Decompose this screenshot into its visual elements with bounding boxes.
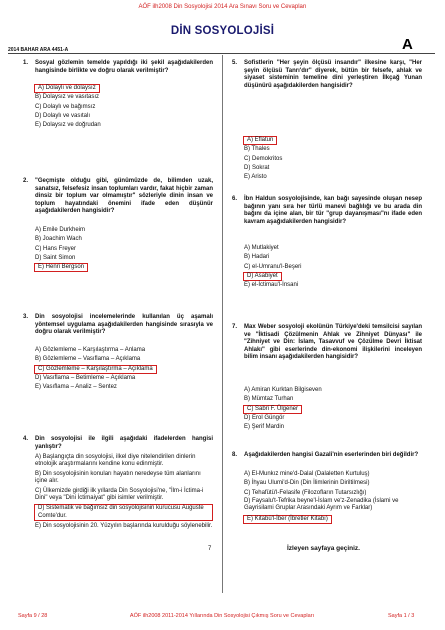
answer-options: [35, 226, 88, 272]
question-text: Aşağıdakilerden hangisi Gazali'nin eserlerinden biri değildir?: [244, 452, 419, 458]
question-number: 7.: [232, 324, 238, 330]
answer-option[interactable]: E) Şerif Mardin: [244, 424, 285, 431]
answer-option[interactable]: B) Din sosyolojisinin konuları hayatın neredeyse tüm alanlarını içine alır.: [35, 470, 201, 485]
answer-option[interactable]: A) Amiran Kurktan Bilgiseven: [244, 387, 322, 393]
answer-option[interactable]: C) Demokritos: [244, 155, 283, 162]
answer-option[interactable]: B) Mümtaz Turhan: [244, 396, 294, 403]
answer-option-correct[interactable]: C) Sabri F. Ülgener: [243, 405, 302, 414]
answer-options: [35, 84, 101, 130]
answer-option[interactable]: B) Gözlemleme – Vasıflama – Açıklama: [35, 356, 141, 363]
answer-option[interactable]: C) Dolaylı ve bağımsız: [35, 103, 96, 110]
question-text: İbn Haldun sosyolojisinde, kan bağı sayesinde oluşan nesep bağının yanı sıra her türlü manevi bağlılığı ve bu arada din bağını da içine alan, bir tür "grup dayanışması"nı ifade eden kavram aşağıdakilerden hangisidir?: [244, 196, 422, 225]
footer-title: AÖF ilh2008 2011-2014 Yıllarında Din Sosyolojisi Çıkmış Soru ve Cevapları: [129, 613, 315, 619]
question-number: 8.: [232, 452, 238, 458]
answer-options: [244, 244, 302, 290]
booklet-letter: A: [402, 36, 413, 53]
answer-option[interactable]: B) Hadari: [244, 254, 270, 261]
question-text: Din sosyolojisi ile ilgili aşağıdaki ifadelerden hangisi yanlıştır?: [35, 436, 213, 450]
answer-options: [244, 386, 322, 432]
question-number: 5.: [232, 60, 238, 66]
answer-option[interactable]: D) Vasıflama – Betimleme – Açıklama: [35, 374, 136, 381]
answer-option-correct[interactable]: A) Dolaylı ve dolaysız: [34, 84, 100, 93]
answer-options: [244, 470, 422, 524]
question-text: Max Weber sosyoloji ekolünün Türkiye'deki temsilcisi sayılan ve "İktisadi Çözülmenin Ahlak ve Zihniyet Dünyası" ile "Zihniyet ve Din: İslam, Tasavvuf ve Çözülme Devri İktisat Ahlakı" gibi eserlerinde din-ekonomi ilişkilerini inceleyen bilim insanı aşağıdakilerden hangisidir?: [244, 324, 422, 361]
answer-option[interactable]: A) Mutlakiyet: [244, 245, 279, 251]
answer-option[interactable]: D) Erol Güngör: [244, 414, 285, 421]
answer-option[interactable]: C) Ülkemizde girdiği ilk yıllarda Din Sosyolojisi'ne, "İlm-i İctima-i Dini" veya "Dini İctimaiyat" gibi isimler verilmiştir.: [35, 487, 204, 502]
question-number: 2.: [23, 178, 29, 184]
answer-option[interactable]: C) Tehafütü'l-Felasife (Filozofların Tutarsızlığı): [244, 489, 367, 496]
question-number: 3.: [23, 314, 29, 320]
answer-option[interactable]: C) el-Umranu'l-Beşeri: [244, 263, 302, 270]
answer-option-correct[interactable]: C) Gözlemleme – Karşılaştırma – Açıklama: [34, 365, 157, 374]
footer-page-count: Sayfa 9 / 28: [18, 613, 48, 619]
answer-option-correct[interactable]: A) Eflatun: [243, 136, 277, 145]
footer-page-index: Sayfa 1 / 3: [388, 613, 415, 619]
answer-option[interactable]: B) İhyau Ulumi'd-Din (Din İlimlerinin Diriltilmesi): [244, 480, 370, 487]
answer-option[interactable]: D) Sokrat: [244, 164, 270, 171]
answer-options: [35, 346, 157, 392]
question-text: Sosyal gözlemin temelde yapıldığı iki şekil aşağıdakilerden hangisinde birlikte ve doğru olarak verilmiştir?: [35, 60, 213, 74]
question-number: 4.: [23, 436, 29, 442]
answer-option[interactable]: E) Din sosyolojisinin 20. Yüzyılın başlarında kurulduğu söylenebilir.: [35, 523, 213, 530]
answer-option[interactable]: A) Gözlemleme – Karşılaştırma – Anlama: [35, 347, 146, 353]
answer-option-correct[interactable]: D) Asabiyet: [243, 272, 282, 281]
section-title: DİN SOSYOLOJİSİ: [170, 25, 275, 37]
next-page-note: İzleyen sayfaya geçiniz.: [287, 545, 360, 552]
answer-options: [35, 454, 213, 531]
page-number: 7: [208, 546, 212, 552]
answer-option[interactable]: B) Joachim Wach: [35, 236, 82, 243]
document-header: AÖF ilh2008 Din Sosyolojisi 2014 Ara Sınavı Soru ve Cevapları: [138, 4, 307, 10]
question-number: 6.: [232, 196, 238, 202]
answer-option[interactable]: E) Aristo: [244, 174, 267, 181]
question-text: Din sosyolojisi incelemelerinde kullanılan üç aşamalı yöntemsel uygulama aşağıdakilerden hangisinde sırasıyla ve doğru olarak verilmiştir?: [35, 314, 213, 336]
answer-option[interactable]: B) Thales: [244, 146, 270, 153]
answer-option[interactable]: E) el-İctimau'l-İnsani: [244, 282, 299, 289]
question-text: "Geçmişte olduğu gibi, günümüzde de, bilimden uzak, sanatsız, felsefesiz insan toplumları vardır, fakat hiçbir zaman dinsiz bir toplum var olmamıştır" sözleriyle dinin insan ve toplum hayatındaki önemini ifade eden düşünür aşağıdakilerden hangisidir?: [35, 178, 213, 215]
answer-option[interactable]: D) Saint Simon: [35, 254, 76, 261]
answer-option[interactable]: C) Hans Freyer: [35, 245, 77, 252]
question-number: 1.: [23, 60, 29, 66]
answer-option[interactable]: D) Faysalu't-Tefrika beyne'l-İslam ve'z-Zenadika (İslami ve Gayrisilami Gruplar Arasındaki Ayrım ve Farklar): [244, 497, 399, 512]
answer-option[interactable]: E) Vasıflama – Analiz – Sentez: [35, 384, 117, 391]
answer-option[interactable]: B) Dolaysız ve vasıtasız: [35, 94, 100, 101]
answer-option[interactable]: E) Dolaysız ve doğrudan: [35, 122, 101, 129]
answer-option-correct[interactable]: E) Henri Bergson: [34, 263, 88, 272]
exam-code: 2014 BAHAR ARA 4451-A: [8, 47, 69, 53]
answer-option-correct[interactable]: E) Kitabü'l-İber (İbretler Kitabı): [243, 515, 332, 524]
answer-option[interactable]: D) Dolaylı ve vasıtalı: [35, 112, 91, 119]
answer-option[interactable]: A) El-Munkız mine'd-Dalal (Dalaletten Kurtuluş): [244, 471, 370, 477]
answer-option-correct[interactable]: D) Sistematik ve bağımsız din sosyolojisinin kurucusu Auguste Comte'dur.: [34, 504, 213, 521]
column-divider: [222, 55, 223, 593]
header-divider: [8, 53, 435, 54]
question-text: Sofistlerin "Her şeyin ölçüsü insandır" ilkesine karşı, "Her şeyin ölçüsü Tanrı'dır" diyerek, bütün bir felsefe, ahlak ve siyaset sisteminin temeline dini yerleştiren İlkçağ Yunan düşünürü aşağıdakilerden hangisidir?: [244, 60, 422, 89]
answer-option[interactable]: A) Başlangıçta din sosyolojisi, ilkel diye nitelendirilen dinlerin etnolojik araştırmalarını kendine konu edinmiştir.: [35, 454, 196, 468]
answer-option[interactable]: A) Emile Durkheim: [35, 227, 86, 233]
answer-options: [244, 136, 282, 182]
